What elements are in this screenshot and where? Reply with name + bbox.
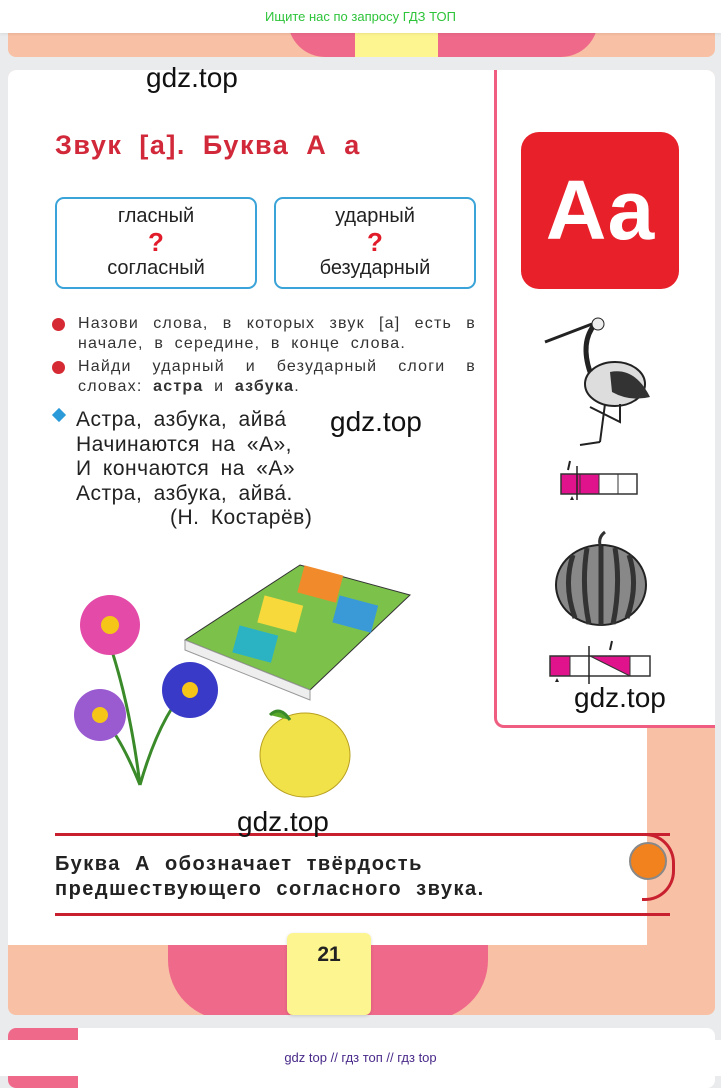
poem-line: Астра, азбука, айва́.: [76, 481, 293, 505]
task-text: Найди ударный и безударный слоги в словах:: [78, 358, 476, 395]
aster-flowers: [74, 595, 218, 785]
page-title: Звук [а]. Буква А а: [55, 130, 361, 160]
syllable-scheme-watermelon: [548, 638, 652, 684]
rule-box: [55, 833, 670, 916]
footer-links[interactable]: gdz top // гдз топ // гдз top: [0, 1040, 721, 1076]
box-label-top: ударный: [335, 205, 415, 227]
task-1: Назови слова, в которых звук [а] есть в начале, в середине, в конце слова.: [78, 315, 476, 352]
watermark: gdz.top: [330, 406, 422, 437]
bullet-icon: [52, 361, 65, 374]
watermelon-illustration: [553, 530, 649, 628]
vowel-consonant-box: [55, 197, 257, 289]
rule-line: предшествующего согласного звука.: [55, 878, 485, 900]
word-azbuka: азбука: [234, 378, 295, 395]
stork-illustration: [540, 312, 660, 452]
quince-fruit: [260, 711, 350, 797]
poem-line: Начинаются на «А»,: [76, 432, 293, 456]
poem: [76, 408, 312, 531]
box-label-bottom: согласный: [107, 257, 205, 279]
aster-book-quince-illustration: [60, 555, 420, 815]
question-mark: ?: [367, 227, 383, 257]
poem-line: Астра, азбука, айва́: [76, 408, 287, 431]
poem-author: (Н. Костарёв): [170, 506, 313, 529]
task-2: [78, 357, 476, 397]
stress-box: [274, 197, 476, 289]
task-text: .: [294, 378, 300, 395]
word-astra: астра: [153, 378, 204, 395]
bullet-icon: [52, 318, 65, 331]
box-label-top: гласный: [117, 205, 195, 227]
syllable-scheme-stork: [558, 458, 642, 500]
watermark: gdz.top: [237, 806, 329, 837]
page-number: 21: [287, 933, 371, 1015]
box-label-bottom: безударный: [319, 257, 431, 279]
poem-line: И кончаются на «А»: [76, 457, 296, 480]
search-banner[interactable]: Ищите нас по запросу ГДЗ ТОП: [0, 0, 721, 33]
watermark: gdz.top: [574, 682, 666, 713]
rule-line: Буква А обозначает твёрдость: [55, 853, 423, 875]
owl-icon: [629, 842, 667, 880]
alphabet-book: [185, 565, 410, 700]
watermark: gdz.top: [146, 62, 238, 93]
letter-card: Аа: [521, 132, 679, 289]
task-text: и: [203, 378, 235, 395]
question-mark: ?: [148, 227, 164, 257]
